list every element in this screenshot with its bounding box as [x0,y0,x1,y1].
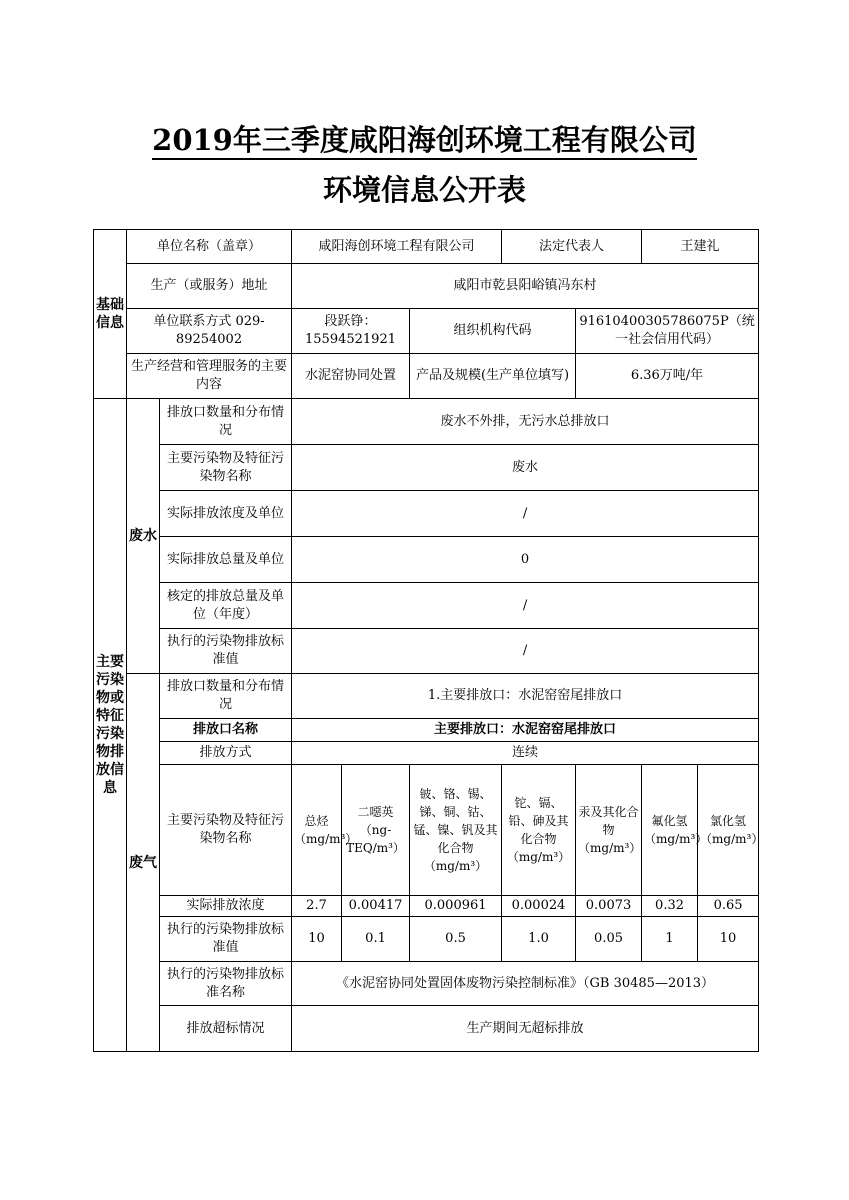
standard-value: 1.0 [502,917,576,962]
basic-section-label: 基础信息 [94,230,127,399]
standard-value: 0.5 [410,917,502,962]
info-table [93,229,764,1052]
address: 咸阳市乾县阳峪镇冯东村 [292,264,759,309]
actual-value: 0.00417 [342,896,410,917]
wastewater-label: 废水 [127,399,160,674]
unit-name: 咸阳海创环境工程有限公司 [292,230,502,264]
actual-value: 0.32 [642,896,698,917]
scale: 6.36万吨/年 [576,354,759,399]
pollutant-header: 铊、镉、铅、砷及其化合物（mg/m³） [502,765,576,896]
standard-name: 《水泥窑协同处置固体废物污染控制标准》（GB 30485—2013） [292,962,759,1006]
unit-name-label: 单位名称（盖章） [127,230,292,264]
actual-label: 实际排放浓度 [160,896,292,917]
actual-value: 0.0073 [576,896,642,917]
org-code: 91610400305786075P（统一社会信用代码） [576,309,759,354]
exhaust-label: 废气 [127,674,160,1052]
exceed-value: 生产期间无超标排放 [292,1006,759,1052]
standard-value: 10 [698,917,759,962]
ww-row-label: 实际排放总量及单位 [160,537,292,583]
standard-name-label: 执行的污染物排放标准名称 [160,962,292,1006]
actual-value: 0.65 [698,896,759,917]
ww-row-label: 主要污染物及特征污染物名称 [160,445,292,491]
outlet-name: 主要排放口：水泥窑窑尾排放口 [292,719,759,742]
ww-row-value: / [292,629,759,674]
ww-row-label: 核定的排放总量及单位（年度） [160,583,292,629]
ww-row-value: / [292,491,759,537]
standard-value: 10 [292,917,342,962]
standard-value: 0.1 [342,917,410,962]
exceed-label: 排放超标情况 [160,1006,292,1052]
contact-person: 段跃铮：15594521921 [292,309,410,354]
actual-value: 2.7 [292,896,342,917]
actual-value: 0.00024 [502,896,576,917]
ww-row-label: 实际排放浓度及单位 [160,491,292,537]
actual-value: 0.000961 [410,896,502,917]
standard-value: 1 [642,917,698,962]
pollutant-header: 二噁英（ng-TEQ/m³） [342,765,410,896]
scale-label: 产品及规模(生产单位填写) [410,354,576,399]
outlet-count-label: 排放口数量和分布情况 [160,674,292,719]
ww-row-label: 执行的污染物排放标准值 [160,629,292,674]
business: 水泥窑协同处置 [292,354,410,399]
legal-rep-label: 法定代表人 [502,230,642,264]
pollutant-name-label: 主要污染物及特征污染物名称 [160,765,292,896]
legal-rep: 王建礼 [642,230,759,264]
pollutant-header: 汞及其化合物（mg/m³） [576,765,642,896]
pollutant-header: 总烃（mg/m³） [292,765,342,896]
outlet-name-label: 排放口名称 [160,719,292,742]
org-code-label: 组织机构代码 [410,309,576,354]
contact-label: 单位联系方式 029-89254002 [127,309,292,354]
pollutant-header: 氟化氢（mg/m³） [642,765,698,896]
standard-label: 执行的污染物排放标准值 [160,917,292,962]
ww-row-value: / [292,583,759,629]
ww-row-label: 排放口数量和分布情况 [160,399,292,445]
outlet-count: 1.主要排放口：水泥窑窑尾排放口 [292,674,759,719]
business-label: 生产经营和管理服务的主要内容 [127,354,292,399]
ww-row-value: 废水 [292,445,759,491]
method-label: 排放方式 [160,742,292,765]
ww-row-value: 废水不外排，无污水总排放口 [292,399,759,445]
pollutant-header: 氯化氢（mg/m³） [698,765,759,896]
pollutant-section-label: 主要污染物或特征污染物排放信息 [94,399,127,1052]
document-subtitle: 环境信息公开表 [322,173,526,207]
ww-row-value: 0 [292,537,759,583]
document-title: 2019年三季度咸阳海创环境工程有限公司 [0,118,849,159]
pollutant-header: 铍、铬、锡、锑、铜、钴、锰、镍、钒及其化合物（mg/m³） [410,765,502,896]
standard-value: 0.05 [576,917,642,962]
address-label: 生产（或服务）地址 [127,264,292,309]
method: 连续 [292,742,759,765]
